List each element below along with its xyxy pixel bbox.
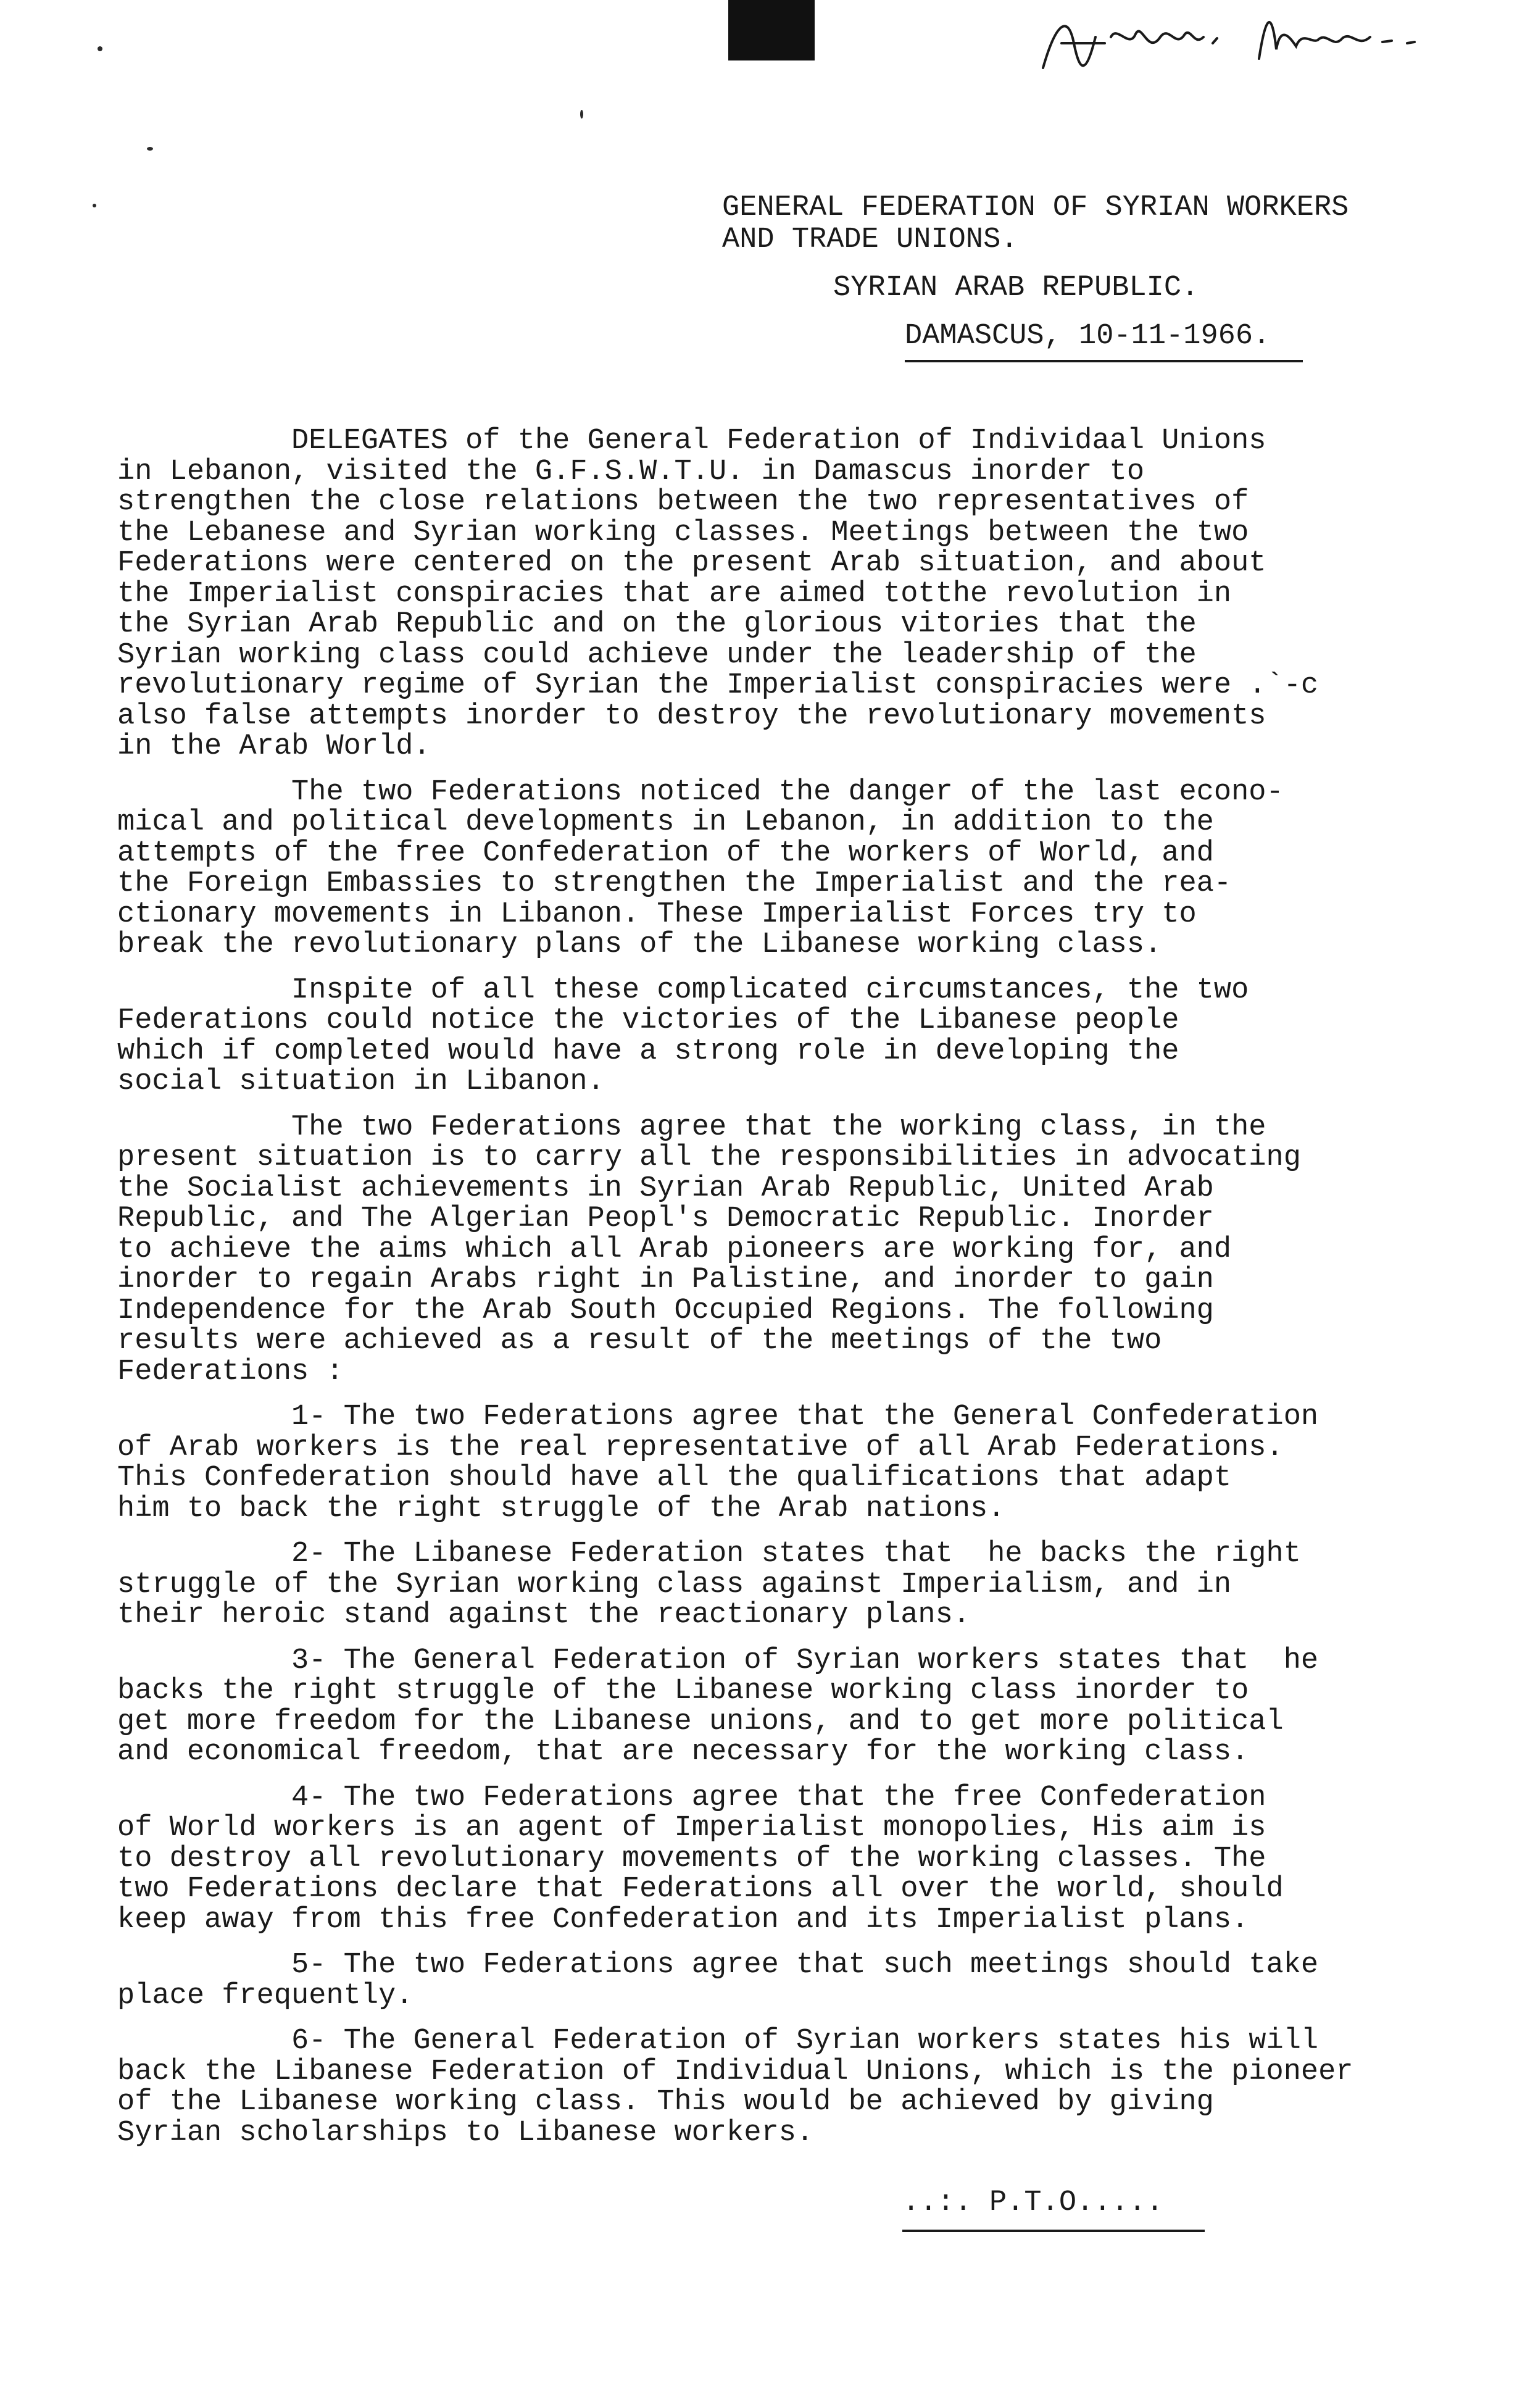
text-line: also false attempts inorder to destroy the revolutionary movements (117, 699, 1266, 733)
text-line: The two Federations noticed the danger of the last econo- (117, 775, 1284, 809)
paragraph (117, 1402, 1444, 1524)
text-line: and economical freedom, that are necessary for the working class. (117, 1736, 1249, 1769)
text-line: of the Libanese working class. This would be achieved by giving (117, 2086, 1214, 2118)
text-line: Federations could notice the victories of the Libanese people (117, 1004, 1179, 1037)
text-line: revolutionary regime of Syrian the Imperialist conspiracies were .`-c (117, 669, 1319, 702)
text-line: 2- The Libanese Federation states that he backs the right (117, 1538, 1301, 1570)
text-line: Republic, and The Algerian Peopl's Democratic Republic. Inorder (117, 1202, 1214, 1235)
paragraph (117, 426, 1444, 762)
place-and-date: DAMASCUS, 10-11-1966. (905, 320, 1271, 352)
text-line: Syrian scholarships to Libanese workers. (117, 2116, 814, 2149)
page-turn-note: ..:. P.T.O..... (902, 2186, 1164, 2219)
text-line: in the Arab World. (117, 730, 431, 763)
text-line: social situation in Libanon. (117, 1065, 605, 1098)
text-line: Federations were centered on the present Arab situation, and about (117, 547, 1266, 580)
text-line: in Lebanon, visited the G.F.S.W.T.U. in Damascus inorder to (117, 455, 1145, 488)
date-underline (905, 360, 1303, 362)
text-line: of Arab workers is the real representative of all Arab Federations. (117, 1431, 1284, 1464)
text-line: the Socialist achievements in Syrian Arab Republic, United Arab (117, 1172, 1214, 1205)
text-line: their heroic stand against the reactionary plans. (117, 1599, 971, 1631)
text-line: The two Federations agree that the working class, in the (117, 1110, 1266, 1144)
text-line: the Imperialist conspiracies that are aimed totthe revolution in (117, 577, 1232, 610)
text-line: mical and political developments in Lebanon, in addition to the (117, 806, 1214, 839)
text-line: back the Libanese Federation of Individual Unions, which is the pioneer (117, 2055, 1353, 2088)
text-line: Syrian working class could achieve under the leadership of the (117, 638, 1197, 672)
text-line: the Lebanese and Syrian working classes. Meetings between the two (117, 516, 1249, 549)
text-line: struggle of the Syrian working class against Imperialism, and in (117, 1568, 1232, 1601)
paragraph (117, 777, 1444, 960)
text-line: DELEGATES of the General Federation of Individaal Unions (117, 425, 1266, 457)
text-line: ctionary movements in Libanon. These Imperialist Forces try to (117, 898, 1197, 931)
scan-speck (580, 110, 583, 119)
text-line: Federations : (117, 1355, 344, 1388)
text-line: the Foreign Embassies to strengthen the Imperialist and the rea- (117, 867, 1232, 900)
text-line: Independence for the Arab South Occupied Regions. The following (117, 1294, 1214, 1327)
text-line: present situation is to carry all the responsibilities in advocating (117, 1141, 1301, 1174)
text-line: 4- The two Federations agree that the free Confederation (117, 1781, 1266, 1814)
paragraph (117, 1539, 1444, 1631)
text-line: attempts of the free Confederation of the workers of World, and (117, 836, 1214, 870)
text-line: of World workers is an agent of Imperialist monopolies, His aim is (117, 1812, 1266, 1844)
footer-underline (902, 2230, 1205, 2232)
paragraph (117, 1950, 1444, 2011)
text-line: Inspite of all these complicated circumstances, the two (117, 973, 1249, 1007)
text-line: 6- The General Federation of Syrian workers states his will (117, 2025, 1319, 2057)
paragraph (117, 1112, 1444, 1388)
organization-name-cont: AND TRADE UNIONS. (722, 223, 1018, 256)
text-line: inorder to regain Arabs right in Palistine, and inorder to gain (117, 1264, 1214, 1296)
scan-speck (147, 147, 153, 151)
document-body (117, 426, 1444, 2163)
text-line: to destroy all revolutionary movements of the working classes. The (117, 1842, 1266, 1875)
text-line: the Syrian Arab Republic and on the glorious vitories that the (117, 608, 1197, 641)
text-line: him to back the right struggle of the Arab nations. (117, 1492, 1005, 1525)
text-line: backs the right struggle of the Libanese working class inorder to (117, 1675, 1249, 1707)
scan-speck (98, 46, 102, 51)
paragraph (117, 975, 1444, 1098)
text-line: 1- The two Federations agree that the General Confederation (117, 1401, 1319, 1433)
text-line: 5- The two Federations agree that such meetings should take (117, 1949, 1319, 1981)
text-line: results were achieved as a result of the meetings of the two (117, 1325, 1162, 1357)
scan-speck (93, 204, 96, 207)
text-line: strengthen the close relations between the two representatives of (117, 486, 1249, 519)
text-line: which if completed would have a strong role in developing the (117, 1035, 1179, 1068)
redaction-mark (728, 0, 815, 60)
text-line: get more freedom for the Libanese unions, and to get more political (117, 1705, 1284, 1738)
paragraph (117, 2026, 1444, 2148)
text-line: 3- The General Federation of Syrian workers states that he (117, 1644, 1319, 1677)
handwritten-annotation (1037, 0, 1432, 80)
text-line: break the revolutionary plans of the Libanese working class. (117, 928, 1162, 961)
text-line: place frequently. (117, 1979, 414, 2012)
paragraph (117, 1646, 1444, 1768)
text-line: keep away from this free Confederation and its Imperialist plans. (117, 1903, 1249, 1936)
paragraph (117, 1783, 1444, 1936)
text-line: to achieve the aims which all Arab pioneers are working for, and (117, 1233, 1232, 1266)
text-line: two Federations declare that Federations all over the world, should (117, 1873, 1284, 1906)
text-line: This Confederation should have all the qualifications that adapt (117, 1462, 1232, 1494)
letterhead (722, 190, 1463, 405)
organization-name: GENERAL FEDERATION OF SYRIAN WORKERS (722, 191, 1349, 224)
country-name: SYRIAN ARAB REPUBLIC. (833, 272, 1199, 304)
